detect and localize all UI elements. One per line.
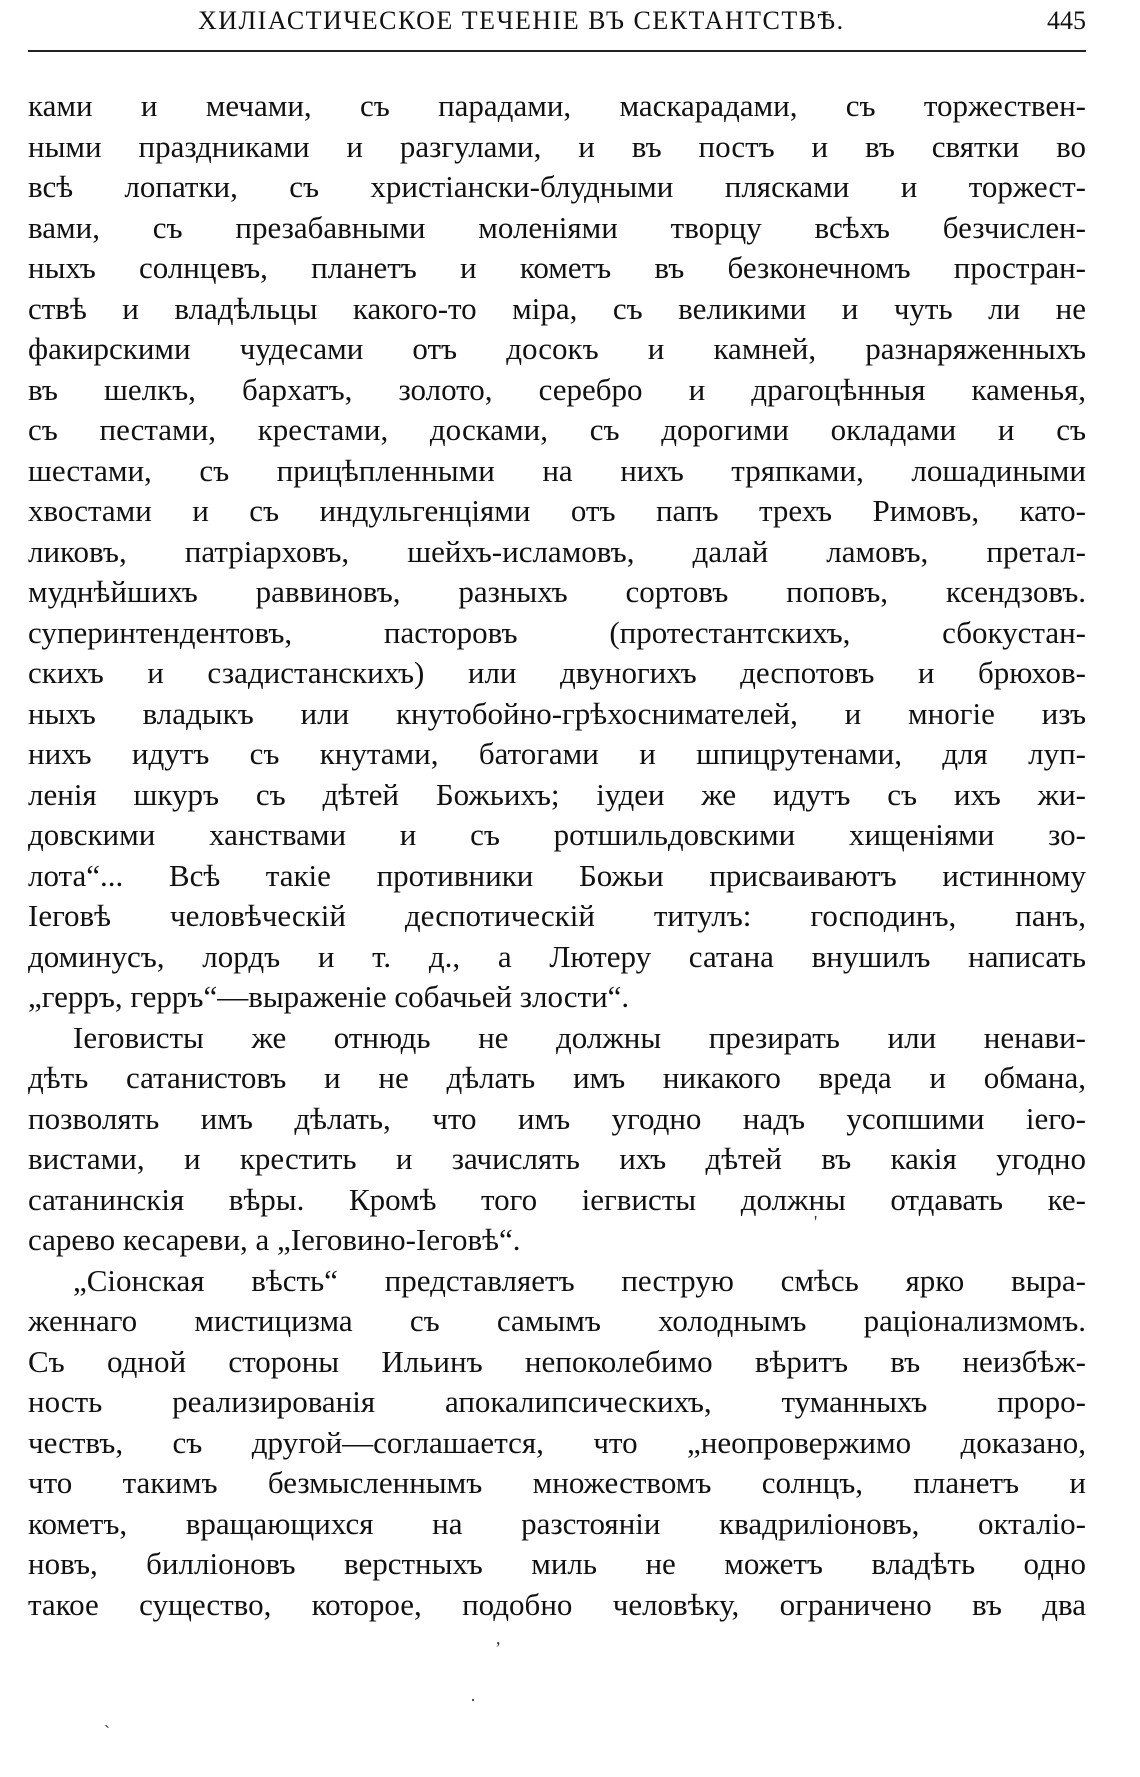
text-line: ныхъ солнцевъ, планетъ и кометъ въ безконечномъ простран- — [28, 250, 1086, 285]
text-line: вами, съ презабавными моленіями творцу всѣхъ безчислен- — [28, 209, 1086, 245]
text-line: съ пестами, крестами, досками, съ дорогими окладами и съ — [28, 412, 1086, 447]
text-line: новъ, билліоновъ верстныхъ миль не можетъ владѣть одно — [28, 1546, 1086, 1581]
body-text — [28, 86, 1086, 1625]
text-line: сатанинскія вѣры. Кромѣ того іегвисты должны отдавать ке- — [28, 1181, 1086, 1217]
text-line: довскими ханствами и съ ротшильдовскими хищеніями зо- — [28, 817, 1086, 852]
text-line: всѣ лопатки, съ христіански-блудными плясками и торжест- — [28, 169, 1086, 204]
text-line: ленія шкуръ съ дѣтей Божьихъ; іудеи же идутъ съ ихъ жи- — [28, 776, 1086, 812]
running-header — [28, 4, 1086, 48]
text-line: Іеговѣ человѣческій деспотическій титулъ: господинъ, панъ, — [28, 898, 1086, 933]
print-speck: ` — [104, 1722, 110, 1742]
text-line: шестами, съ прицѣпленными на нихъ тряпками, лошадиными — [28, 452, 1086, 488]
text-line: чествъ, съ другой—соглашается, что „неопровержимо доказано, — [28, 1424, 1086, 1460]
text-line: кометъ, вращающихся на разстояніи квадриліоновъ, окталіо- — [28, 1505, 1086, 1541]
text-line: муднѣйшихъ раввиновъ, разныхъ сортовъ поповъ, ксендзовъ. — [28, 574, 1086, 609]
paragraph-start-line: „Сіонская вѣсть“ представляетъ пеструю смѣсь ярко выра- — [73, 1262, 1086, 1298]
text-line: хвостами и съ индульгенціями отъ папъ трехъ Римовъ, като- — [28, 493, 1086, 528]
header-rule — [28, 50, 1086, 52]
text-line: ствѣ и владѣльцы какого-то міра, съ великими и чуть ли не — [28, 290, 1086, 326]
text-line: ками и мечами, съ парадами, маскарадами, съ торжествен- — [28, 88, 1086, 123]
text-line: такое существо, которое, подобно человѣку, ограничено въ два — [28, 1586, 1086, 1622]
text-line: дѣть сатанистовъ и не дѣлать имъ никакого вреда и обмана, — [28, 1060, 1086, 1095]
text-line: ность реализированія апокалипсическихъ, туманныхъ проро- — [28, 1384, 1086, 1419]
paragraph-end-line: сарево кесареви, а „Іеговино-Іеговѣ“. — [28, 1222, 521, 1257]
text-line: въ шелкъ, бархатъ, золото, серебро и драгоцѣнныя каменья, — [28, 371, 1086, 407]
text-line: женнаго мистицизма съ самымъ холоднымъ раціонализмомъ. — [28, 1303, 1086, 1338]
print-speck: , — [496, 1628, 501, 1648]
text-line: ными праздниками и разгулами, и въ постъ и въ святки во — [28, 128, 1086, 164]
text-line: суперинтендентовъ, пасторовъ (протестантскихъ, сбокустан- — [28, 614, 1086, 650]
text-line: доминусъ, лордъ и т. д., а Лютеру сатана внушилъ написать — [28, 938, 1086, 974]
text-line: лота“... Всѣ такіе противники Божьи присваиваютъ истинному — [28, 857, 1086, 893]
paragraph-start-line: Іеговисты же отнюдь не должны презирать или ненави- — [73, 1019, 1086, 1055]
paragraph-end-line: „герръ, герръ“—выраженіе собачьей злости“. — [28, 979, 630, 1014]
print-speck: ' — [814, 1212, 818, 1232]
text-line: нихъ идутъ съ кнутами, батогами и шпицрутенами, для луп- — [28, 736, 1086, 771]
text-line: факирскими чудесами отъ досокъ и камней, разнаряженныхъ — [28, 331, 1086, 366]
text-line: Съ одной стороны Ильинъ непоколебимо вѣритъ въ неизбѣж- — [28, 1343, 1086, 1379]
page-number: 445 — [1047, 6, 1086, 35]
text-line: что такимъ безмысленнымъ множествомъ солнцъ, планетъ и — [28, 1465, 1086, 1500]
text-line: позволять имъ дѣлать, что имъ угодно надъ усопшими іего- — [28, 1100, 1086, 1136]
running-title: ХИЛІАСТИЧЕСКОЕ ТЕЧЕНІЕ ВЪ СЕКТАНТСТВѢ. — [198, 6, 845, 35]
text-line: вистами, и крестить и зачислять ихъ дѣтей въ какія угодно — [28, 1141, 1086, 1176]
print-speck: · — [470, 1690, 476, 1710]
text-line: скихъ и сзадистанскихъ) или двуногихъ деспотовъ и брюхов- — [28, 655, 1086, 690]
text-line: ликовъ, патріарховъ, шейхъ-исламовъ, далай ламовъ, претал- — [28, 533, 1086, 569]
text-line: ныхъ владыкъ или кнутобойно-грѣхоснимателей, и многіе изъ — [28, 695, 1086, 731]
